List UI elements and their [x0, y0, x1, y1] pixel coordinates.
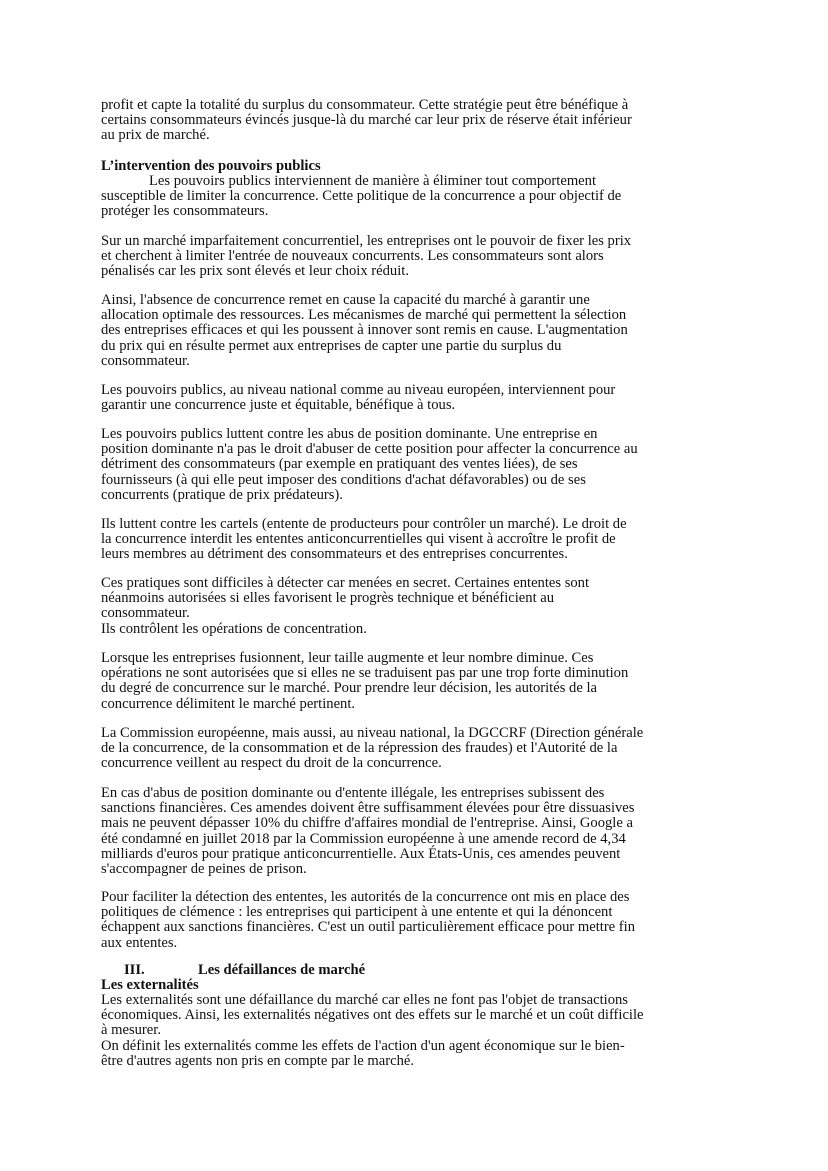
subheading-externalites: Les externalités [101, 977, 199, 993]
paragraph-10 [101, 786, 731, 877]
paragraph-2 [101, 234, 731, 280]
text-line: économiques. Ainsi, les externalités négatives ont des effets sur le marché et un coût difficile [101, 1007, 644, 1024]
text-line: s'accompagner de peines de prison. [101, 861, 307, 878]
text-line: Ils luttent contre les cartels (entente de producteurs pour contrôler un marché). Le droit de [101, 516, 627, 532]
text-line: Pour faciliter la détection des ententes, les autorités de la concurrence ont mis en place des [101, 889, 630, 905]
text-line: protéger les consommateurs. [101, 203, 269, 220]
intro-paragraph [101, 98, 731, 144]
text-line: échappent aux sanctions financières. C'est un outil particulièrement efficace pour mettre fin [101, 919, 636, 936]
text-line: allocation optimale des ressources. Les mécanismes de marché qui permettent la sélection [101, 307, 627, 324]
text-line: consommateur. [101, 605, 190, 622]
paragraph-9 [101, 726, 731, 772]
paragraph-5 [101, 427, 731, 503]
text-line: aux ententes. [101, 934, 178, 951]
text-line: mais ne peuvent dépasser 10% du chiffre d'affaires mondial de l'entreprise. Ainsi, Google a [101, 815, 633, 832]
paragraph-8 [101, 651, 731, 712]
text-line: opérations ne sont autorisées que si elles ne se traduisent pas par une trop forte diminution [101, 665, 629, 682]
text-line: et cherchent à limiter l'entrée de nouveaux concurrents. Les consommateurs sont alors [101, 248, 604, 265]
text-line: Les pouvoirs publics, au niveau national comme au niveau européen, interviennent pour [101, 382, 616, 398]
text-line: à mesurer. [101, 1022, 161, 1039]
text-line: détriment des consommateurs (par exemple en pratiquant des ventes liées), de ses [101, 456, 578, 473]
text-line: milliards d'euros pour pratique anticoncurrentielle. Aux États-Unis, ces amendes peuvent [101, 845, 621, 862]
section-heading-pouvoirs-publics: L’intervention des pouvoirs publics [101, 158, 321, 174]
text-line: Sur un marché imparfaitement concurrentiel, les entreprises ont le pouvoir de fixer les prix [101, 233, 632, 249]
text-line: Ces pratiques sont difficiles à détecter car menées en secret. Certaines ententes sont [101, 575, 590, 591]
text-line: été condamné en juillet 2018 par la Commission européenne à une amende record de 4,34 [101, 830, 626, 847]
text-line: leurs membres au détriment des consommateurs et des entreprises concurrentes. [101, 546, 568, 563]
text-line: fournisseurs (à qui elle peut imposer des conditions d'achat défavorables) ou de ses [101, 471, 586, 488]
text-line: La Commission européenne, mais aussi, au niveau national, la DGCCRF (Direction générale [101, 725, 644, 741]
text-line: profit et capte la totalité du surplus du consommateur. Cette stratégie peut être bénéfique à [101, 97, 629, 113]
paragraph-7 [101, 576, 731, 637]
text-line: On définit les externalités comme les effets de l'action d'un agent économique sur le bien- [101, 1037, 625, 1054]
paragraph-externalites [101, 993, 731, 1069]
text-line: susceptible de limiter la concurrence. Cette politique de la concurrence a pour objectif de [101, 188, 622, 205]
paragraph-1 [101, 174, 731, 220]
text-line: de la concurrence, de la consommation et de la répression des fraudes) et l'Autorité de la [101, 740, 618, 757]
paragraph-4 [101, 383, 731, 413]
text-line: être d'autres agents non pris en compte par le marché. [101, 1052, 415, 1069]
text-line: Lorsque les entreprises fusionnent, leur taille augmente et leur nombre diminue. Ces [101, 650, 594, 666]
text-line: néanmoins autorisées si elles favorisent le progrès technique et bénéficient au [101, 590, 555, 607]
text-line: Ainsi, l'absence de concurrence remet en cause la capacité du marché à garantir une [101, 292, 590, 308]
text-line: la concurrence interdit les ententes anticoncurrentielles qui visent à accroître le profit de [101, 531, 616, 548]
text-line: concurrence veillent au respect du droit de la concurrence. [101, 755, 442, 772]
paragraph-6 [101, 517, 731, 563]
text-line: Les pouvoirs publics interviennent de manière à éliminer tout comportement [149, 173, 597, 189]
text-line: En cas d'abus de position dominante ou d'entente illégale, les entreprises subissent des [101, 785, 605, 801]
paragraph-11 [101, 890, 731, 951]
text-line: position dominante n'a pas le droit d'abuser de cette position pour affecter la concurrence au [101, 441, 638, 458]
section-title-defaillances: Les défaillances de marché [198, 962, 366, 978]
text-line: consommateur. [101, 352, 190, 369]
text-line: politiques de clémence : les entreprises qui participent à une entente et qui la dénoncent [101, 904, 613, 921]
text-line: du prix qui en résulte permet aux entreprises de capter une partie du surplus du [101, 337, 562, 354]
text-line: Les pouvoirs publics luttent contre les abus de position dominante. Une entreprise en [101, 426, 598, 442]
paragraph-3 [101, 293, 731, 369]
text-line: concurrents (pratique de prix prédateurs). [101, 486, 343, 503]
text-line: pénalisés car les prix sont élevés et leur choix réduit. [101, 263, 409, 280]
text-line: concurrence délimitent le marché pertinent. [101, 695, 356, 712]
section-number: III. [124, 962, 145, 978]
text-line: du degré de concurrence sur le marché. Pour prendre leur décision, les autorités de la [101, 680, 597, 697]
text-line: Ils contrôlent les opérations de concentration. [101, 620, 367, 637]
text-line: Les externalités sont une défaillance du marché car elles ne font pas l'objet de transactions [101, 992, 628, 1008]
text-line: des entreprises efficaces et qui les poussent à innover sont remis en cause. L'augmentation [101, 322, 628, 339]
text-line: sanctions financières. Ces amendes doivent être suffisamment élevées pour être dissuasives [101, 800, 635, 817]
text-line: certains consommateurs évincés jusque-là du marché car leur prix de réserve était inférieur [101, 112, 632, 129]
text-line: garantir une concurrence juste et équitable, bénéfique à tous. [101, 397, 456, 414]
text-line: au prix de marché. [101, 127, 210, 144]
